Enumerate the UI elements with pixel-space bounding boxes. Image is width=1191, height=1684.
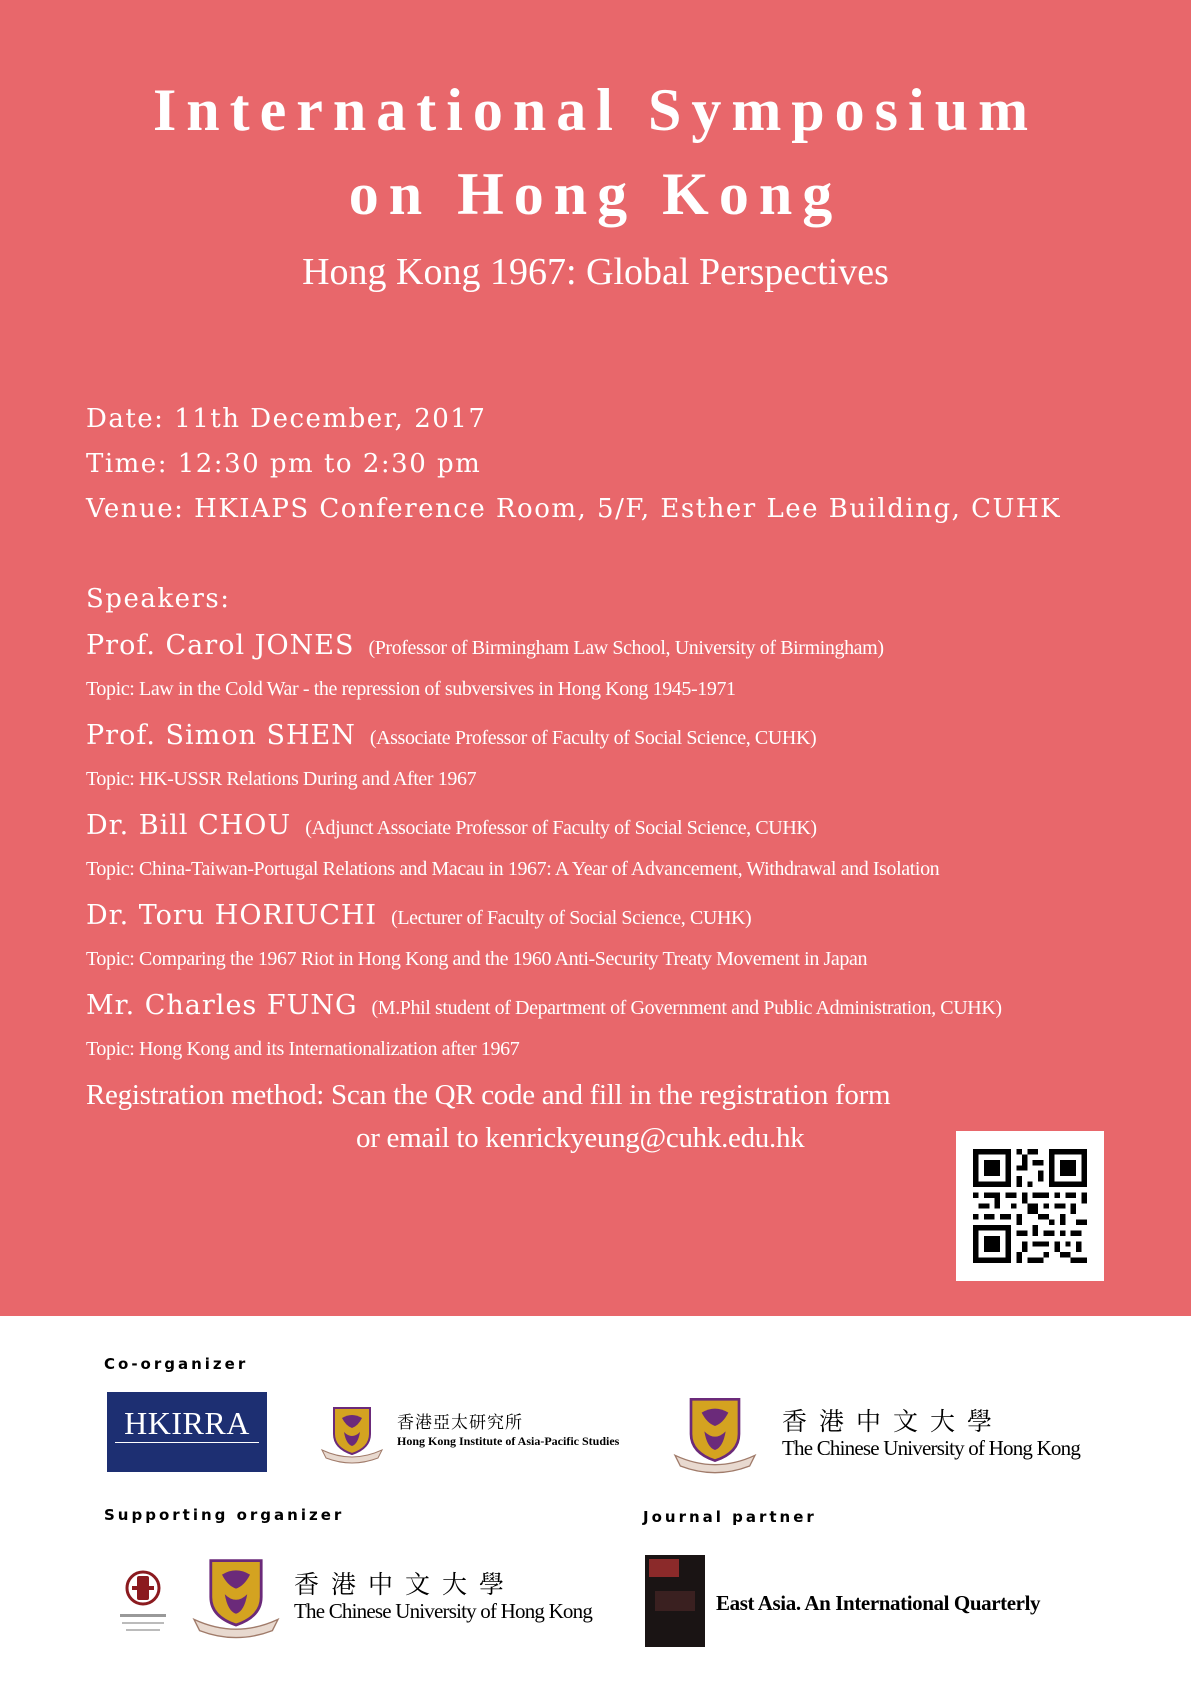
journal-cover-block xyxy=(655,1591,695,1611)
speaker-role: (M.Phil student of Department of Government and Public Administration, CUHK) xyxy=(371,997,1002,1019)
co-organizer-label: Co-organizer xyxy=(104,1355,249,1373)
speaker-name: Prof. Carol JONES xyxy=(86,630,355,661)
cuhk-english-name: The Chinese University of Hong Kong xyxy=(294,1599,593,1623)
event-date: Date: 11th December, 2017 xyxy=(86,404,487,434)
speaker-topic: Topic: China-Taiwan-Portugal Relations and Macau in 1967: A Year of Advancement, Withdrawal and Isolation xyxy=(86,858,940,880)
hkirra-logo xyxy=(107,1392,267,1472)
hkiaps-chinese-name: 香港亞太研究所 xyxy=(397,1413,523,1433)
speaker-name: Dr. Toru HORIUCHI xyxy=(86,900,378,931)
qr-code[interactable] xyxy=(956,1131,1104,1281)
service-centre-logo xyxy=(114,1568,172,1640)
hkiaps-english-name: Hong Kong Institute of Asia-Pacific Studies xyxy=(397,1434,620,1448)
cuhk-crest-icon xyxy=(320,1404,384,1464)
cuhk-chinese-name: 香港中文大學 xyxy=(782,1407,1005,1436)
cuhk-chinese-name: 香港中文大學 xyxy=(294,1570,517,1599)
speaker-name: Dr. Bill CHOU xyxy=(86,810,292,841)
event-time: Time: 12:30 pm to 2:30 pm xyxy=(86,449,482,479)
speakers-heading: Speakers: xyxy=(86,584,231,614)
speaker-2 xyxy=(86,720,816,751)
journal-cover-image xyxy=(645,1555,705,1647)
speaker-name: Mr. Charles FUNG xyxy=(86,990,358,1021)
event-subtitle: Hong Kong 1967: Global Perspectives xyxy=(302,251,889,293)
registration-email[interactable]: or email to kenrickyeung@cuhk.edu.hk xyxy=(356,1122,805,1154)
speaker-role: (Lecturer of Faculty of Social Science, CUHK) xyxy=(391,907,752,929)
speaker-topic: Topic: HK-USSR Relations During and After 1967 xyxy=(86,768,477,790)
speaker-topic: Topic: Comparing the 1967 Riot in Hong Kong and the 1960 Anti-Security Treaty Movement in Japan xyxy=(86,948,868,970)
speaker-topic: Topic: Law in the Cold War - the repression of subversives in Hong Kong 1945-1971 xyxy=(86,678,736,700)
registration-method: Registration method: Scan the QR code and fill in the registration form xyxy=(86,1079,891,1111)
speaker-role: (Professor of Birmingham Law School, University of Birmingham) xyxy=(368,637,884,659)
cuhk-crest-icon xyxy=(188,1555,284,1639)
speaker-3 xyxy=(86,810,817,841)
event-venue: Venue: HKIAPS Conference Room, 5/F, Esther Lee Building, CUHK xyxy=(86,494,1062,524)
cuhk-logo xyxy=(188,1555,628,1637)
speaker-role: (Adjunct Associate Professor of Faculty of Social Science, CUHK) xyxy=(305,817,817,839)
cuhk-english-name: The Chinese University of Hong Kong xyxy=(782,1436,1081,1460)
hkirra-subtitle-line xyxy=(115,1442,259,1443)
speaker-name: Prof. Simon SHEN xyxy=(86,720,356,751)
speaker-topic: Topic: Hong Kong and its Internationalization after 1967 xyxy=(86,1038,520,1060)
speaker-role: (Associate Professor of Faculty of Social Science, CUHK) xyxy=(369,727,817,749)
seal-icon xyxy=(114,1568,172,1640)
cuhk-logo xyxy=(672,1394,1112,1474)
event-title-line2: on Hong Kong xyxy=(348,161,843,227)
journal-cover-accent xyxy=(649,1559,679,1577)
speaker-1 xyxy=(86,630,884,661)
journal-name: East Asia. An International Quarterly xyxy=(716,1591,1041,1615)
hkirra-name: HKIRRA xyxy=(124,1405,250,1441)
cuhk-crest-icon xyxy=(672,1394,758,1474)
supporting-organizer-label: Supporting organizer xyxy=(104,1506,345,1524)
journal-partner-label: Journal partner xyxy=(643,1508,817,1526)
hkiaps-logo xyxy=(320,1404,650,1464)
event-title-line1: International Symposium xyxy=(152,77,1039,143)
speaker-4 xyxy=(86,900,751,931)
speaker-5 xyxy=(86,990,1002,1021)
